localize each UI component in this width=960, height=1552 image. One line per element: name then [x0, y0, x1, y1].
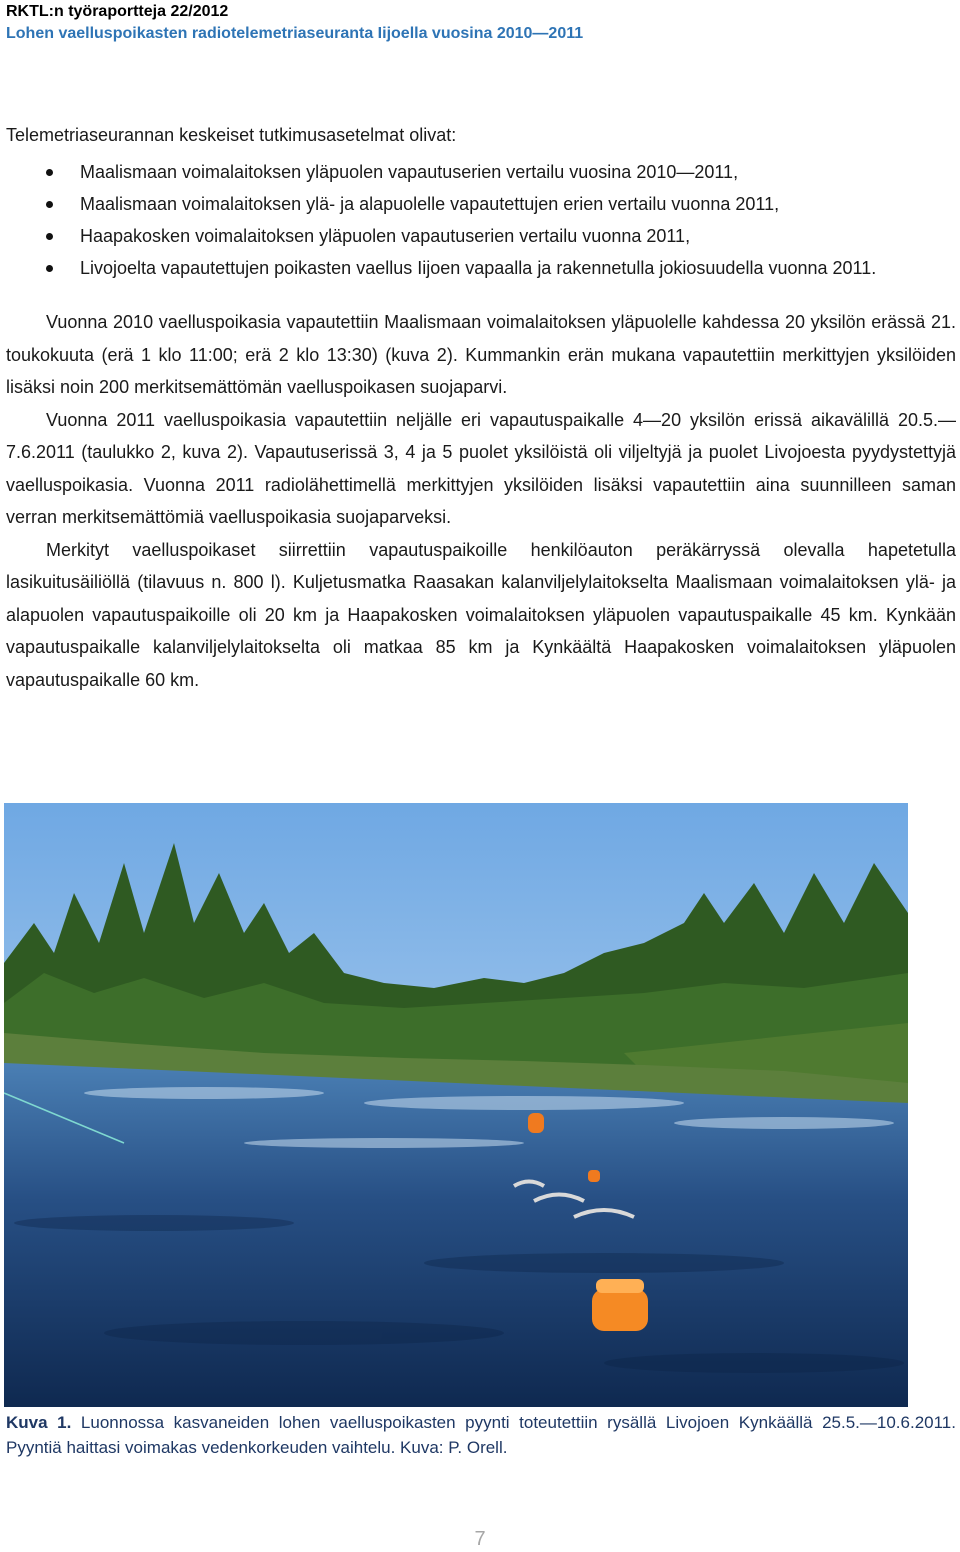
paragraph: Vuonna 2010 vaelluspoikasia vapautettiin Maalismaan voimalaitoksen yläpuolelle kahdessa 20 yksilön erässä 21. toukokuuta (erä 1 klo 11:00; erä 2 klo 13:30) (kuva 2). Kummankin erän mukana vapautettiin merkittyjen yksilöiden lisäksi noin 200 merkitsemättömän vaelluspoikasen suojaparvi. — [6, 312, 956, 397]
page-header — [6, 2, 583, 44]
figure-label: Kuva 1. — [6, 1413, 72, 1432]
intro-text: Telemetriaseurannan keskeiset tutkimusasetelmat olivat: — [6, 125, 457, 145]
list-item: Maalismaan voimalaitoksen ylä- ja alapuolelle vapautettujen erien vertailu vuonna 2011, — [6, 188, 956, 220]
page-number: 7 — [474, 1528, 486, 1550]
list-item: Haapakosken voimalaitoksen yläpuolen vapautuserien vertailu vuonna 2011, — [6, 220, 956, 252]
figure-caption — [6, 1410, 956, 1460]
bullet-list — [6, 156, 956, 284]
list-item: Livojoelta vapautettujen poikasten vaellus Iijoen vapaalla ja rakennetulla jokiosuudella vuonna 2011. — [6, 252, 956, 284]
main-content — [6, 124, 956, 696]
river-photo — [4, 803, 908, 1407]
paragraph: Vuonna 2011 vaelluspoikasia vapautettiin neljälle eri vapautuspaikalle 4—20 yksilön erissä aikavälillä 20.5.—7.6.2011 (taulukko 2, kuva 2). Vapautuserissä 3, 4 ja 5 puolet yksilöistä oli viljeltyjä ja puolet Livojoesta pyydystettyjä vaelluspoikasia. Vuonna 2011 radiolähettimellä merkittyjen yksilöiden lisäksi vapautettiin aina suunnilleen saman verran merkitsemättömiä vaelluspoikasia suojaparveksi. — [6, 409, 956, 527]
report-title: Lohen vaelluspoikasten radiotelemetriaseuranta Iijoella vuosina 2010—2011 — [6, 25, 584, 42]
figure-caption-text: Luonnossa kasvaneiden lohen vaelluspoikasten pyynti toteutettiin rysällä Livojoen Kynkäällä 25.5.—10.6.2011. Pyyntiä haittasi voimakas vedenkorkeuden vaihtelu. Kuva: P. Orell. — [6, 1413, 956, 1457]
body-text — [6, 306, 956, 696]
paragraph: Merkityt vaelluspoikaset siirrettiin vapautuspaikoille henkilöauton peräkärryssä olevalla hapetetulla lasikuitusäiliöllä (tilavuus n. 800 l). Kuljetusmatka Raasakan kalanviljelylaitokselta Maalismaan voimalaitoksen ylä- ja alapuolen vapautuspaikoille oli 20 km ja Haapakosken voimalaitoksen yläpuolen vapautuspaikalle 45 km. Kynkään vapautuspaikalle kalanviljelylaitokselta oli matkaa 85 km ja Kynkäältä Haapakosken voimalaitoksen yläpuolen vapautuspaikalle 60 km. — [6, 539, 956, 690]
report-series: RKTL:n työraportteja 22/2012 — [6, 3, 229, 20]
list-item: Maalismaan voimalaitoksen yläpuolen vapautuserien vertailu vuosina 2010—2011, — [6, 156, 956, 188]
